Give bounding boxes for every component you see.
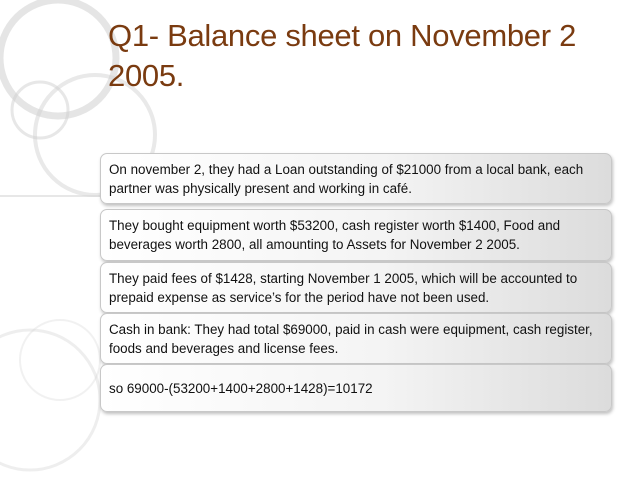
point-cash-in-bank: Cash in bank: They had total $69000, paid in cash were equipment, cash register, foods and beverages and license fees. (100, 313, 612, 364)
point-equipment: They bought equipment worth $53200, cash register worth $1400, Food and beverages worth 2800, all amounting to Assets for November 2 2005. (100, 209, 612, 261)
calculation-text: so 69000-(53200+1400+2800+1428)=10172 (109, 380, 373, 396)
slide-title: Q1- Balance sheet on November 2 2005. (108, 18, 577, 93)
point-calculation (100, 364, 612, 412)
point-loan: On november 2, they had a Loan outstanding of $21000 from a local bank, each partner was physically present and working in café. (100, 153, 612, 204)
point-fees: They paid fees of $1428, starting November 1 2005, which will be accounted to prepaid expense as service’s for the period have not been used. (100, 262, 612, 313)
